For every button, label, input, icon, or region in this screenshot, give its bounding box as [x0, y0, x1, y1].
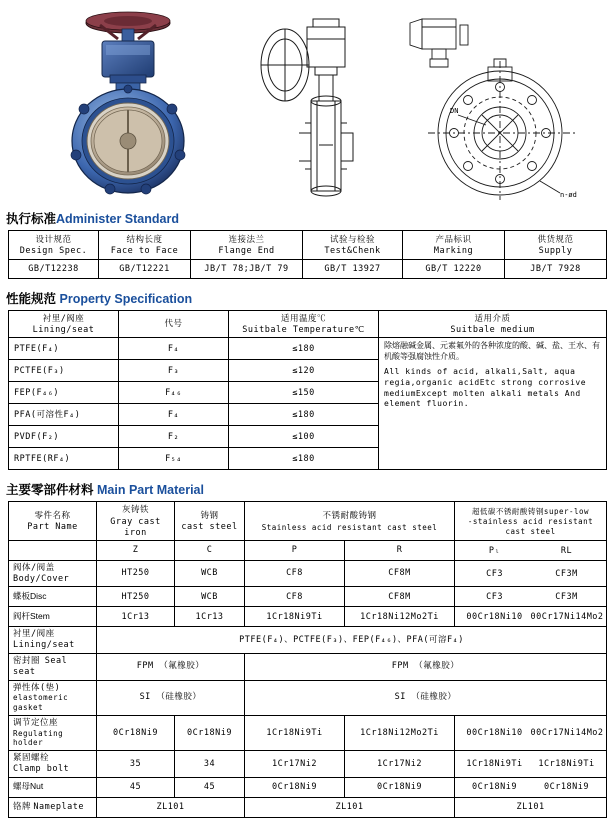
cell: 45 [97, 777, 175, 797]
value-supply: JB/T 7928 [505, 260, 607, 279]
cell-seal-left: FPM （氟橡胶） [97, 654, 245, 681]
valve-front-view-figure [40, 5, 220, 200]
header-lining-seat: 衬里/阀座 Lining/seat [9, 311, 119, 338]
table-row [9, 715, 607, 750]
value-test-check: GB/T 13927 [303, 260, 403, 279]
cell-lining: PCTFE(F₃) [9, 360, 119, 382]
cell: 1Cr13 [175, 607, 245, 627]
value-face-to-face: GB/T12221 [99, 260, 191, 279]
cell: HT250 [97, 587, 175, 607]
cell-lining: PVDF(F₂) [9, 426, 119, 448]
table-row [9, 680, 607, 715]
section-title-material-cn: 主要零部件材料 [6, 483, 94, 498]
table-row [9, 560, 607, 587]
cell: 34 [175, 751, 245, 778]
value-marking: GB/T 12220 [403, 260, 505, 279]
section-title-standard-cn: 执行标准 [6, 212, 57, 226]
cell-temperature: ≤180 [229, 338, 379, 360]
cell-gasket-left: SI （硅橡胶） [97, 680, 245, 715]
table-row [9, 777, 607, 797]
dn-label: DN [450, 107, 459, 115]
cell-pair: 0Cr18Ni9 0Cr18Ni9 [455, 777, 607, 797]
section-title-material [0, 476, 614, 501]
valve-dimension-view-figure [400, 5, 595, 200]
cell-lining-span: PTFE(F₄)、PCTFE(F₃)、FEP(F₄₆)、PFA(可溶F₄) [97, 627, 607, 654]
cell: 0Cr18Ni9 [345, 777, 455, 797]
cell-pair: CF3 CF3M [455, 560, 607, 587]
cell-temperature: ≤180 [229, 404, 379, 426]
row-label-disc: 蝶板Disc [9, 587, 97, 607]
header-marking: 产品标识 Marking [403, 231, 505, 260]
code-z: Z [97, 540, 175, 560]
row-label-nut: 螺母Nut [9, 777, 97, 797]
header-face-to-face: 结构长度 Face to Face [99, 231, 191, 260]
code-r: R [345, 540, 455, 560]
figure-area [0, 0, 614, 205]
table-row [9, 627, 607, 654]
cell-temperature: ≤180 [229, 448, 379, 470]
cell: 1Cr17Ni2 [245, 751, 345, 778]
cell-blank [9, 540, 97, 560]
cell: 0Cr18Ni9 [245, 777, 345, 797]
row-label-regulating-holder: 调节定位座 Regulating holder [9, 715, 97, 750]
cell: WCB [175, 560, 245, 587]
cell-temperature: ≤120 [229, 360, 379, 382]
row-label-nameplate: 铬牌 Nameplate [9, 797, 97, 817]
row-label-stem: 阀杆Stem [9, 607, 97, 627]
cell-code: F₅₄ [119, 448, 229, 470]
table-header-row [9, 231, 607, 260]
value-design-spec: GB/T12238 [9, 260, 99, 279]
header-flange-end: 连接法兰 Flange End [191, 231, 303, 260]
cell: 1Cr18Ni12Mo2Ti [345, 715, 455, 750]
row-label-body-cover: 阀体/阀盖 Body/Cover [9, 560, 97, 587]
section-title-property [0, 285, 614, 310]
cell-pair: 00Cr18Ni10 00Cr17Ni14Mo2 [455, 715, 607, 750]
table-row [9, 338, 607, 360]
cell: 0Cr18Ni9 [175, 715, 245, 750]
cell-medium [379, 338, 607, 470]
cell: 1Cr18Ni9Ti [245, 607, 345, 627]
cell-pair: 00Cr18Ni10 00Cr17Ni14Mo2 [455, 607, 607, 627]
medium-text-cn: 除熔融碱金属、元素氟外的各种浓度的酸、碱、盐、王水、有机酸等强腐蚀性介质。 [384, 341, 600, 362]
table-header-row [9, 311, 607, 338]
cell-gasket-right: SI （硅橡胶） [245, 680, 607, 715]
cell: 1Cr18Ni12Mo2Ti [345, 607, 455, 627]
cell-temperature: ≤150 [229, 382, 379, 404]
cell: 45 [175, 777, 245, 797]
header-test-check: 试验与检验 Test&Chenk [303, 231, 403, 260]
header-temperature: 适用温度℃ Suitbale Temperature℃ [229, 311, 379, 338]
code-pl-rl: Pₗ RL [455, 540, 607, 560]
row-label-seal-seat: 密封圈 Seal seat [9, 654, 97, 681]
cell: 0Cr18Ni9 [97, 715, 175, 750]
table-row [9, 587, 607, 607]
section-title-property-cn: 性能规范 [6, 292, 57, 306]
cell: WCB [175, 587, 245, 607]
header-medium: 适用介质 Suitbale medium [379, 311, 607, 338]
table-row [9, 607, 607, 627]
section-title-property-en: Property Specification [59, 292, 193, 306]
cell: 1Cr17Ni2 [345, 751, 455, 778]
table-row [9, 654, 607, 681]
cell-code: F₄ [119, 404, 229, 426]
medium-text-en: All kinds of acid, alkali,Salt, aqua regia,organic acidEtc strong corrosive mediumExcept molten alkali metals And element fluorin. [384, 366, 587, 409]
cell-lining: FEP(F₄₆) [9, 382, 119, 404]
property-table [8, 310, 607, 470]
cell-nameplate-2: ZL101 [245, 797, 455, 817]
cell: 35 [97, 751, 175, 778]
cell-lining: RPTFE(RF₄) [9, 448, 119, 470]
cell-code: F₄₆ [119, 382, 229, 404]
cell: CF8 [245, 560, 345, 587]
cell-nameplate-1: ZL101 [97, 797, 245, 817]
row-label-elastomeric-gasket: 弹性体(垫) elastomeric gasket [9, 680, 97, 715]
table-row [9, 260, 607, 279]
row-label-lining-seat: 衬里/阀座 Lining/seat [9, 627, 97, 654]
cell-code: F₂ [119, 426, 229, 448]
material-table [8, 501, 607, 817]
cell-pair: 1Cr18Ni9Ti 1Cr18Ni9Ti [455, 751, 607, 778]
section-title-standard-en: Administer Standard [56, 212, 179, 226]
table-row [9, 797, 607, 817]
section-title-material-en: Main Part Material [97, 483, 204, 498]
cell-nameplate-3: ZL101 [455, 797, 607, 817]
header-code: 代号 [119, 311, 229, 338]
code-c: C [175, 540, 245, 560]
header-design-spec: 设计规范 Design Spec. [9, 231, 99, 260]
cell: 1Cr13 [97, 607, 175, 627]
cell-lining: PTFE(F₄) [9, 338, 119, 360]
standard-table [8, 230, 607, 279]
cell-seal-right: FPM （氟橡胶） [245, 654, 607, 681]
cell-code: F₄ [119, 338, 229, 360]
cell-temperature: ≤100 [229, 426, 379, 448]
header-stainless-acid-steel: 不锈耐酸铸钢 Stainless acid resistant cast steel [245, 502, 455, 541]
header-cast-steel: 铸钢 cast steel [175, 502, 245, 541]
cell: CF8M [345, 560, 455, 587]
header-supply: 供货规范 Supply [505, 231, 607, 260]
row-label-clamp-bolt: 紧固螺栓 Clamp bolt [9, 751, 97, 778]
cell-pair: CF3 CF3M [455, 587, 607, 607]
cell: HT250 [97, 560, 175, 587]
cell-lining: PFA(可溶性F₄) [9, 404, 119, 426]
code-p: P [245, 540, 345, 560]
cell: 1Cr18Ni9Ti [245, 715, 345, 750]
table-header-row [9, 502, 607, 541]
hole-count-label: n-ød [560, 191, 577, 199]
header-gray-cast-iron: 灰铸铁 Gray cast iron [97, 502, 175, 541]
header-super-low-carbon-steel: 超低碳不锈耐酸铸钢super-low -stainless acid resistant cast steel [455, 502, 607, 541]
section-title-standard [0, 205, 614, 230]
cell: CF8M [345, 587, 455, 607]
cell: CF8 [245, 587, 345, 607]
valve-side-view-figure [245, 5, 380, 200]
table-row-codes [9, 540, 607, 560]
cell-code: F₃ [119, 360, 229, 382]
header-part-name: 零件名称 Part Name [9, 502, 97, 541]
value-flange-end: JB/T 78;JB/T 79 [191, 260, 303, 279]
table-row [9, 751, 607, 778]
